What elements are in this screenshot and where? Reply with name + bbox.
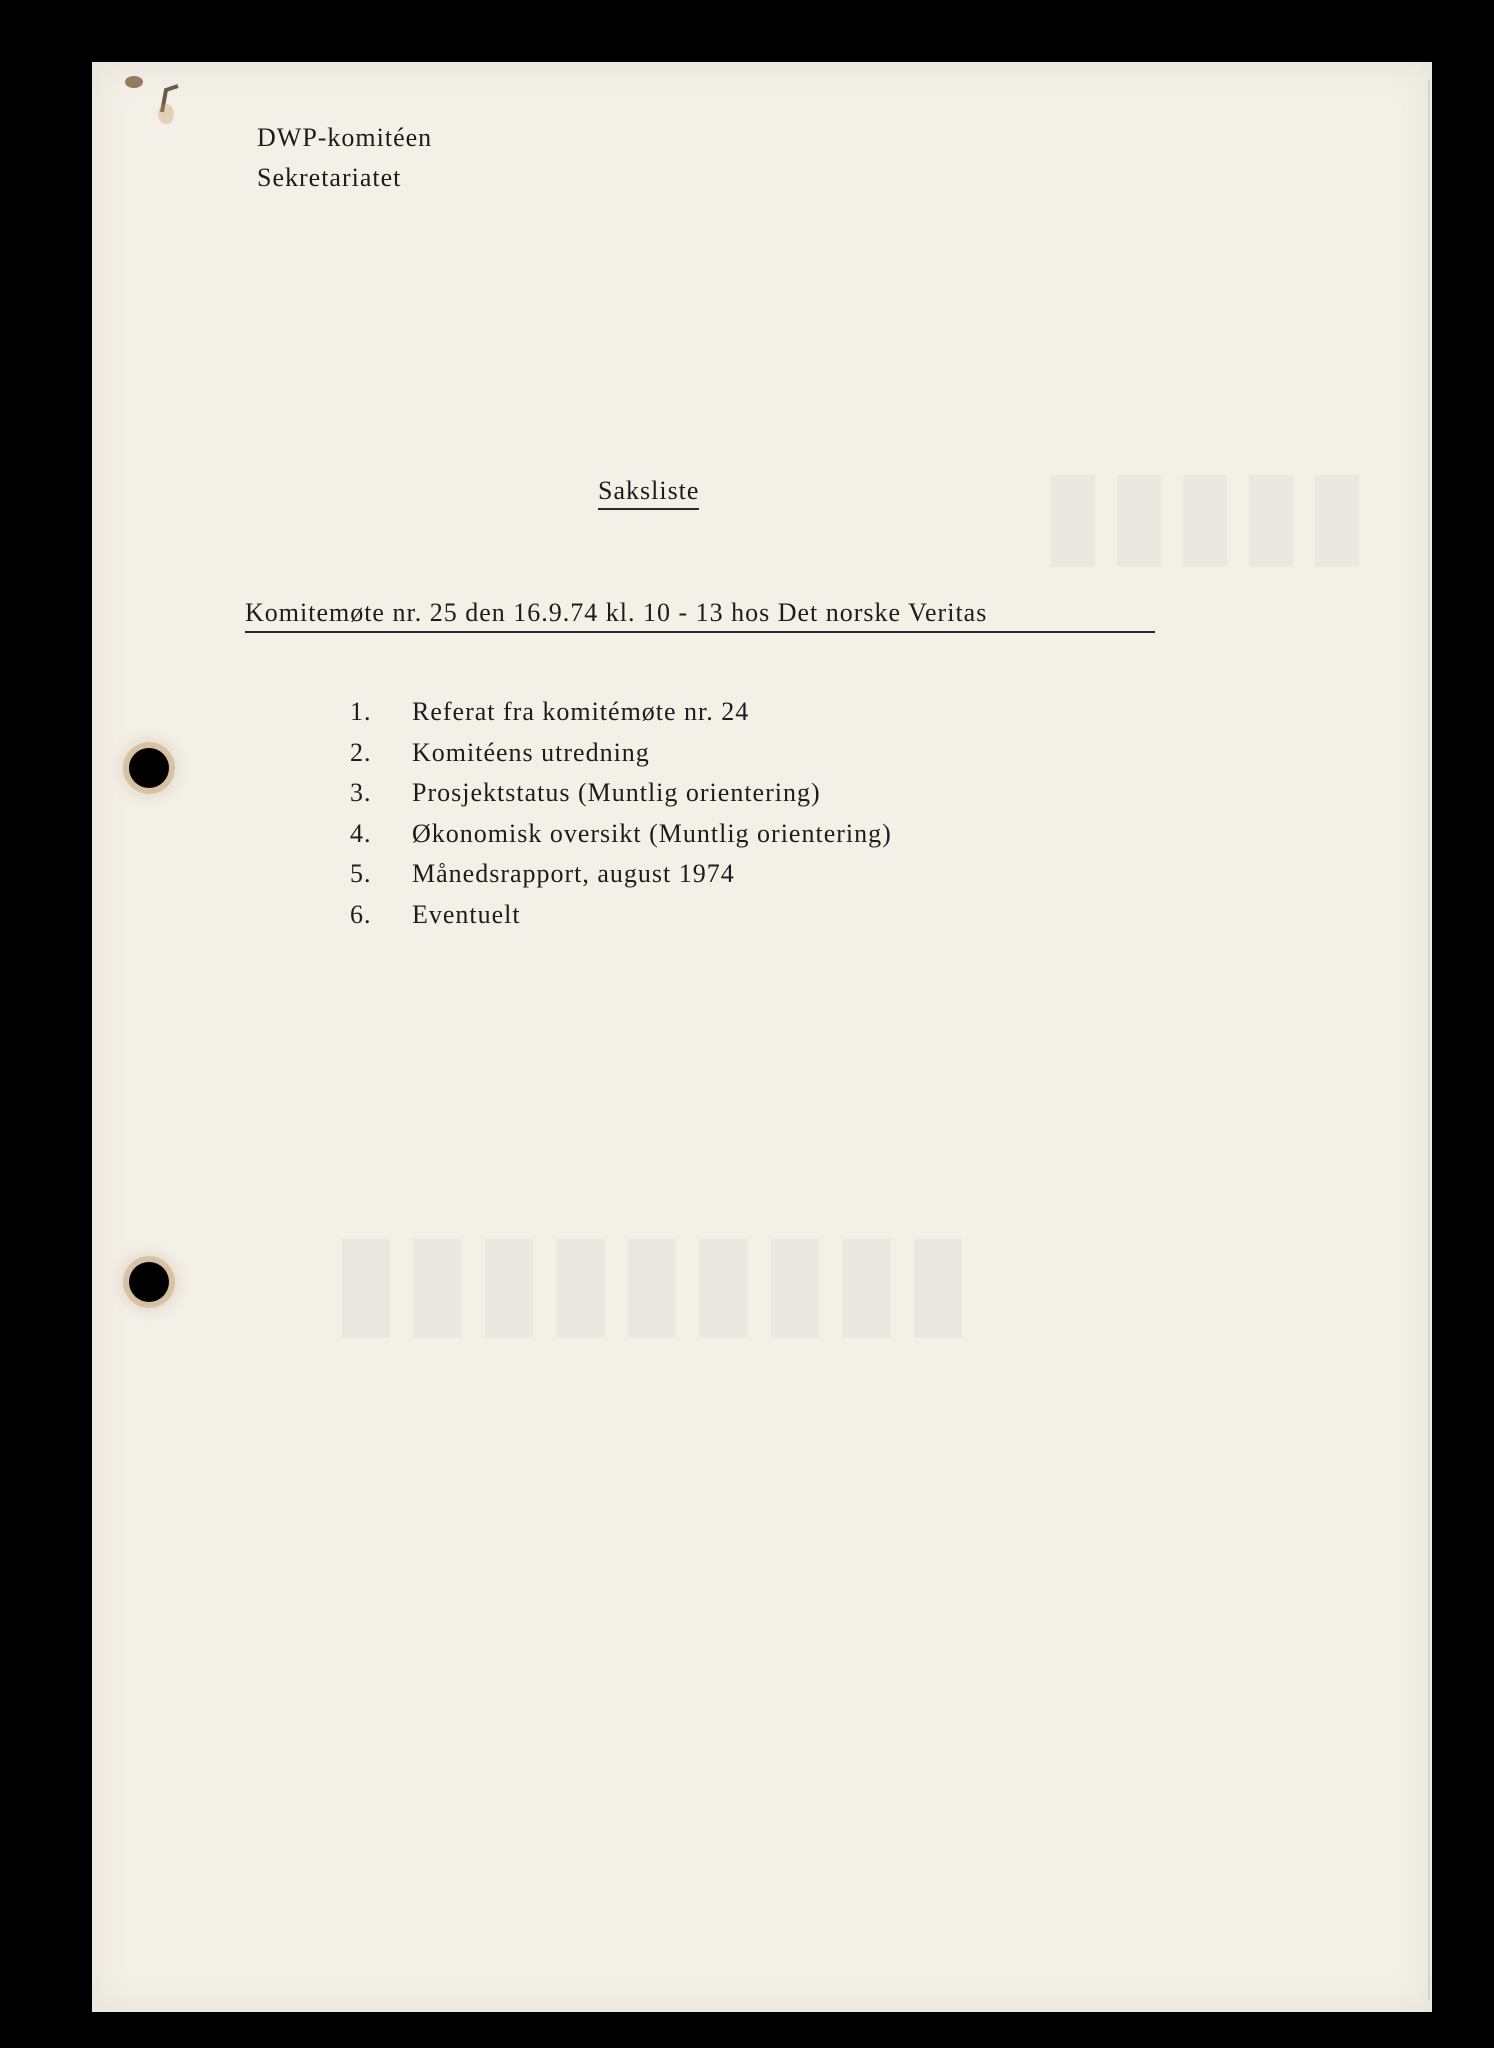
staple-rust-mark	[122, 72, 192, 132]
paper-sheet	[92, 62, 1432, 2012]
sender-secretariat: Sekretariatet	[257, 163, 402, 192]
agenda-item-number: 4.	[350, 818, 372, 848]
punch-hole-top	[129, 748, 169, 788]
agenda-item	[350, 854, 892, 895]
paper-edge	[1428, 80, 1430, 2000]
show-through-text-top: ▮▮▮▮▮	[1040, 440, 1371, 581]
agenda-item	[350, 692, 892, 733]
agenda-item-text: Komitéens utredning	[412, 737, 650, 767]
agenda-item-text: Månedsrapport, august 1974	[412, 859, 735, 888]
agenda-list	[350, 692, 892, 935]
agenda-item	[350, 895, 892, 936]
meeting-heading: Komitemøte nr. 25 den 16.9.74 kl. 10 - 13 hos Det norske Veritas	[245, 598, 1155, 633]
agenda-item	[350, 773, 892, 814]
agenda-item	[350, 733, 892, 774]
document-title: Saksliste	[598, 476, 699, 510]
agenda-item	[350, 814, 892, 855]
agenda-item-number: 3.	[350, 778, 372, 807]
agenda-item-number: 2.	[350, 737, 372, 767]
agenda-item-text: Økonomisk oversikt (Muntlig orientering)	[412, 818, 892, 848]
agenda-item-number: 1.	[350, 697, 372, 726]
punch-hole-bottom	[129, 1262, 169, 1302]
show-through-text-bottom: ▮▮▮▮▮▮▮▮▮	[330, 1200, 974, 1353]
agenda-item-number: 6.	[350, 899, 372, 929]
sender-block	[257, 118, 432, 198]
sender-committee: DWP-komitéen	[257, 123, 433, 152]
agenda-item-text: Referat fra komitémøte nr. 24	[412, 697, 750, 726]
agenda-item-text: Prosjektstatus (Muntlig orientering)	[412, 778, 821, 807]
agenda-item-number: 5.	[350, 859, 372, 888]
agenda-item-text: Eventuelt	[412, 899, 521, 929]
